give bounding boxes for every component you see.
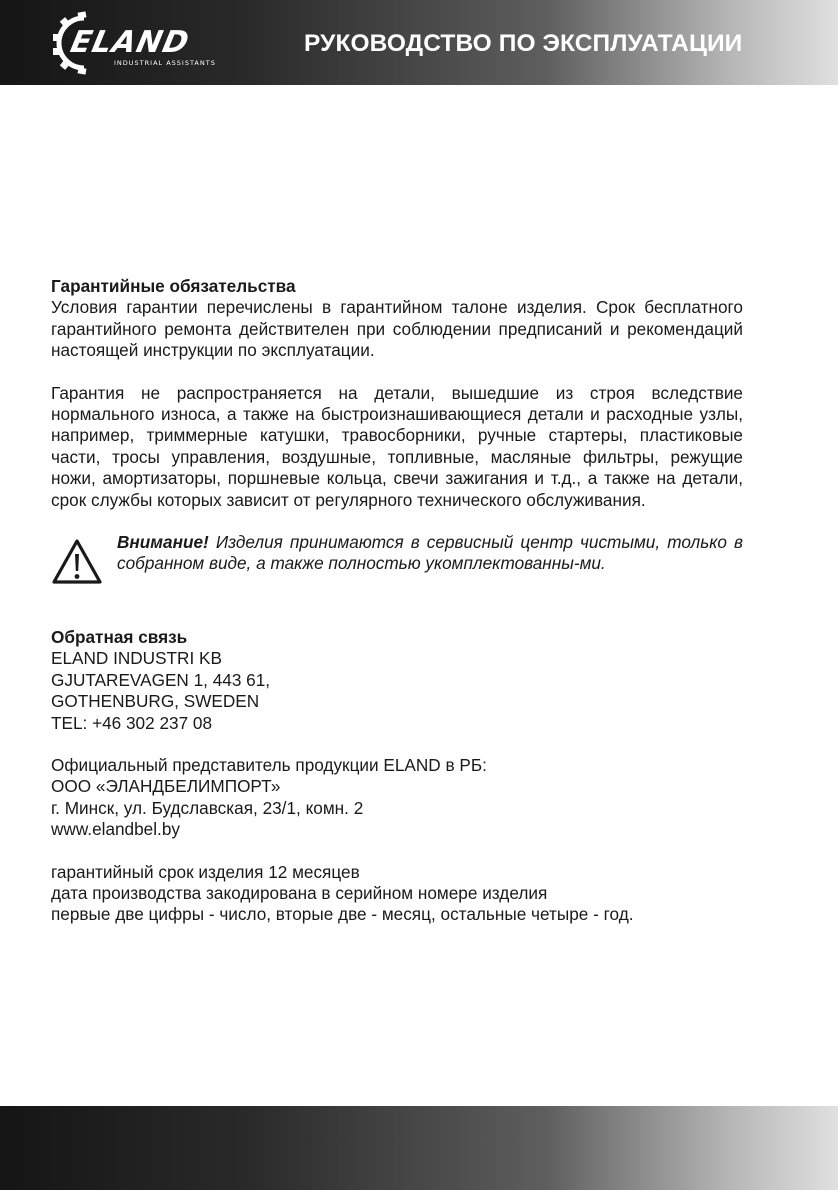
logo-text: ELAND <box>67 25 193 60</box>
contact-street: GJUTAREVAGEN 1, 443 61, <box>51 669 271 690</box>
representative-section <box>51 755 743 841</box>
representative-website: www.elandbel.by <box>51 819 180 840</box>
warning-lead: Внимание! <box>117 532 209 553</box>
representative-address: г. Минск, ул. Будславская, 23/1, комн. 2 <box>51 797 364 818</box>
contact-section <box>51 627 743 734</box>
warranty-term-note: гарантийный срок изделия 12 месяцев <box>51 861 360 882</box>
warning-block <box>51 532 743 575</box>
warning-triangle-icon <box>51 538 103 586</box>
contact-heading: Обратная связь <box>51 626 188 647</box>
representative-title: Официальный представитель продукции ELAND в РБ: <box>51 754 487 775</box>
document-body <box>51 276 743 926</box>
page-header <box>0 0 838 85</box>
page-footer <box>0 1106 838 1190</box>
warning-text <box>117 532 743 575</box>
eland-logo <box>48 10 270 76</box>
contact-city: GOTHENBURG, SWEDEN <box>51 691 260 712</box>
page-title: РУКОВОДСТВО ПО ЭКСПЛУАТАЦИИ <box>304 30 743 57</box>
warning-body: Изделия принимаются в сервисный центр чистыми, только в собранном виде, а также полностью укомплектованны-ми. <box>117 532 743 574</box>
warranty-heading: Гарантийные обязательства <box>51 276 296 296</box>
warranty-paragraph-2: Гарантия не распространяется на детали, вышедшие из строя вследствие нормального износа, а также на быстроизнашивающиеся детали и расходные узлы, например, триммерные катушки, травосборники, ручные стартеры, пластиковые части, тросы управления, воздушные, топливные, масляные фильтры, режущие ножи, амортизаторы, поршневые кольца, свечи зажигания и т.д., а также на детали, срок службы которых зависит от регулярного технического обслуживания. <box>51 382 743 510</box>
warranty-paragraph-1: Условия гарантии перечислены в гарантийном талоне изделия. Срок бесплатного гарантийного ремонта действителен при соблюдении предписаний и рекомендаций настоящей инструкции по эксплуатации. <box>51 297 743 361</box>
contact-phone: TEL: +46 302 237 08 <box>51 712 213 733</box>
contact-company: ELAND INDUSTRI KB <box>51 648 222 669</box>
production-date-note: дата производства закодирована в серийном номере изделия <box>51 882 548 903</box>
logo-tagline: INDUSTRIAL ASSISTANTS <box>114 59 216 67</box>
serial-format-note: первые две цифры - число, вторые две - месяц, остальные четыре - год. <box>51 904 634 925</box>
representative-company: ООО «ЭЛАНДБЕЛИМПОРТ» <box>51 776 281 797</box>
warranty-notes-section <box>51 862 743 926</box>
